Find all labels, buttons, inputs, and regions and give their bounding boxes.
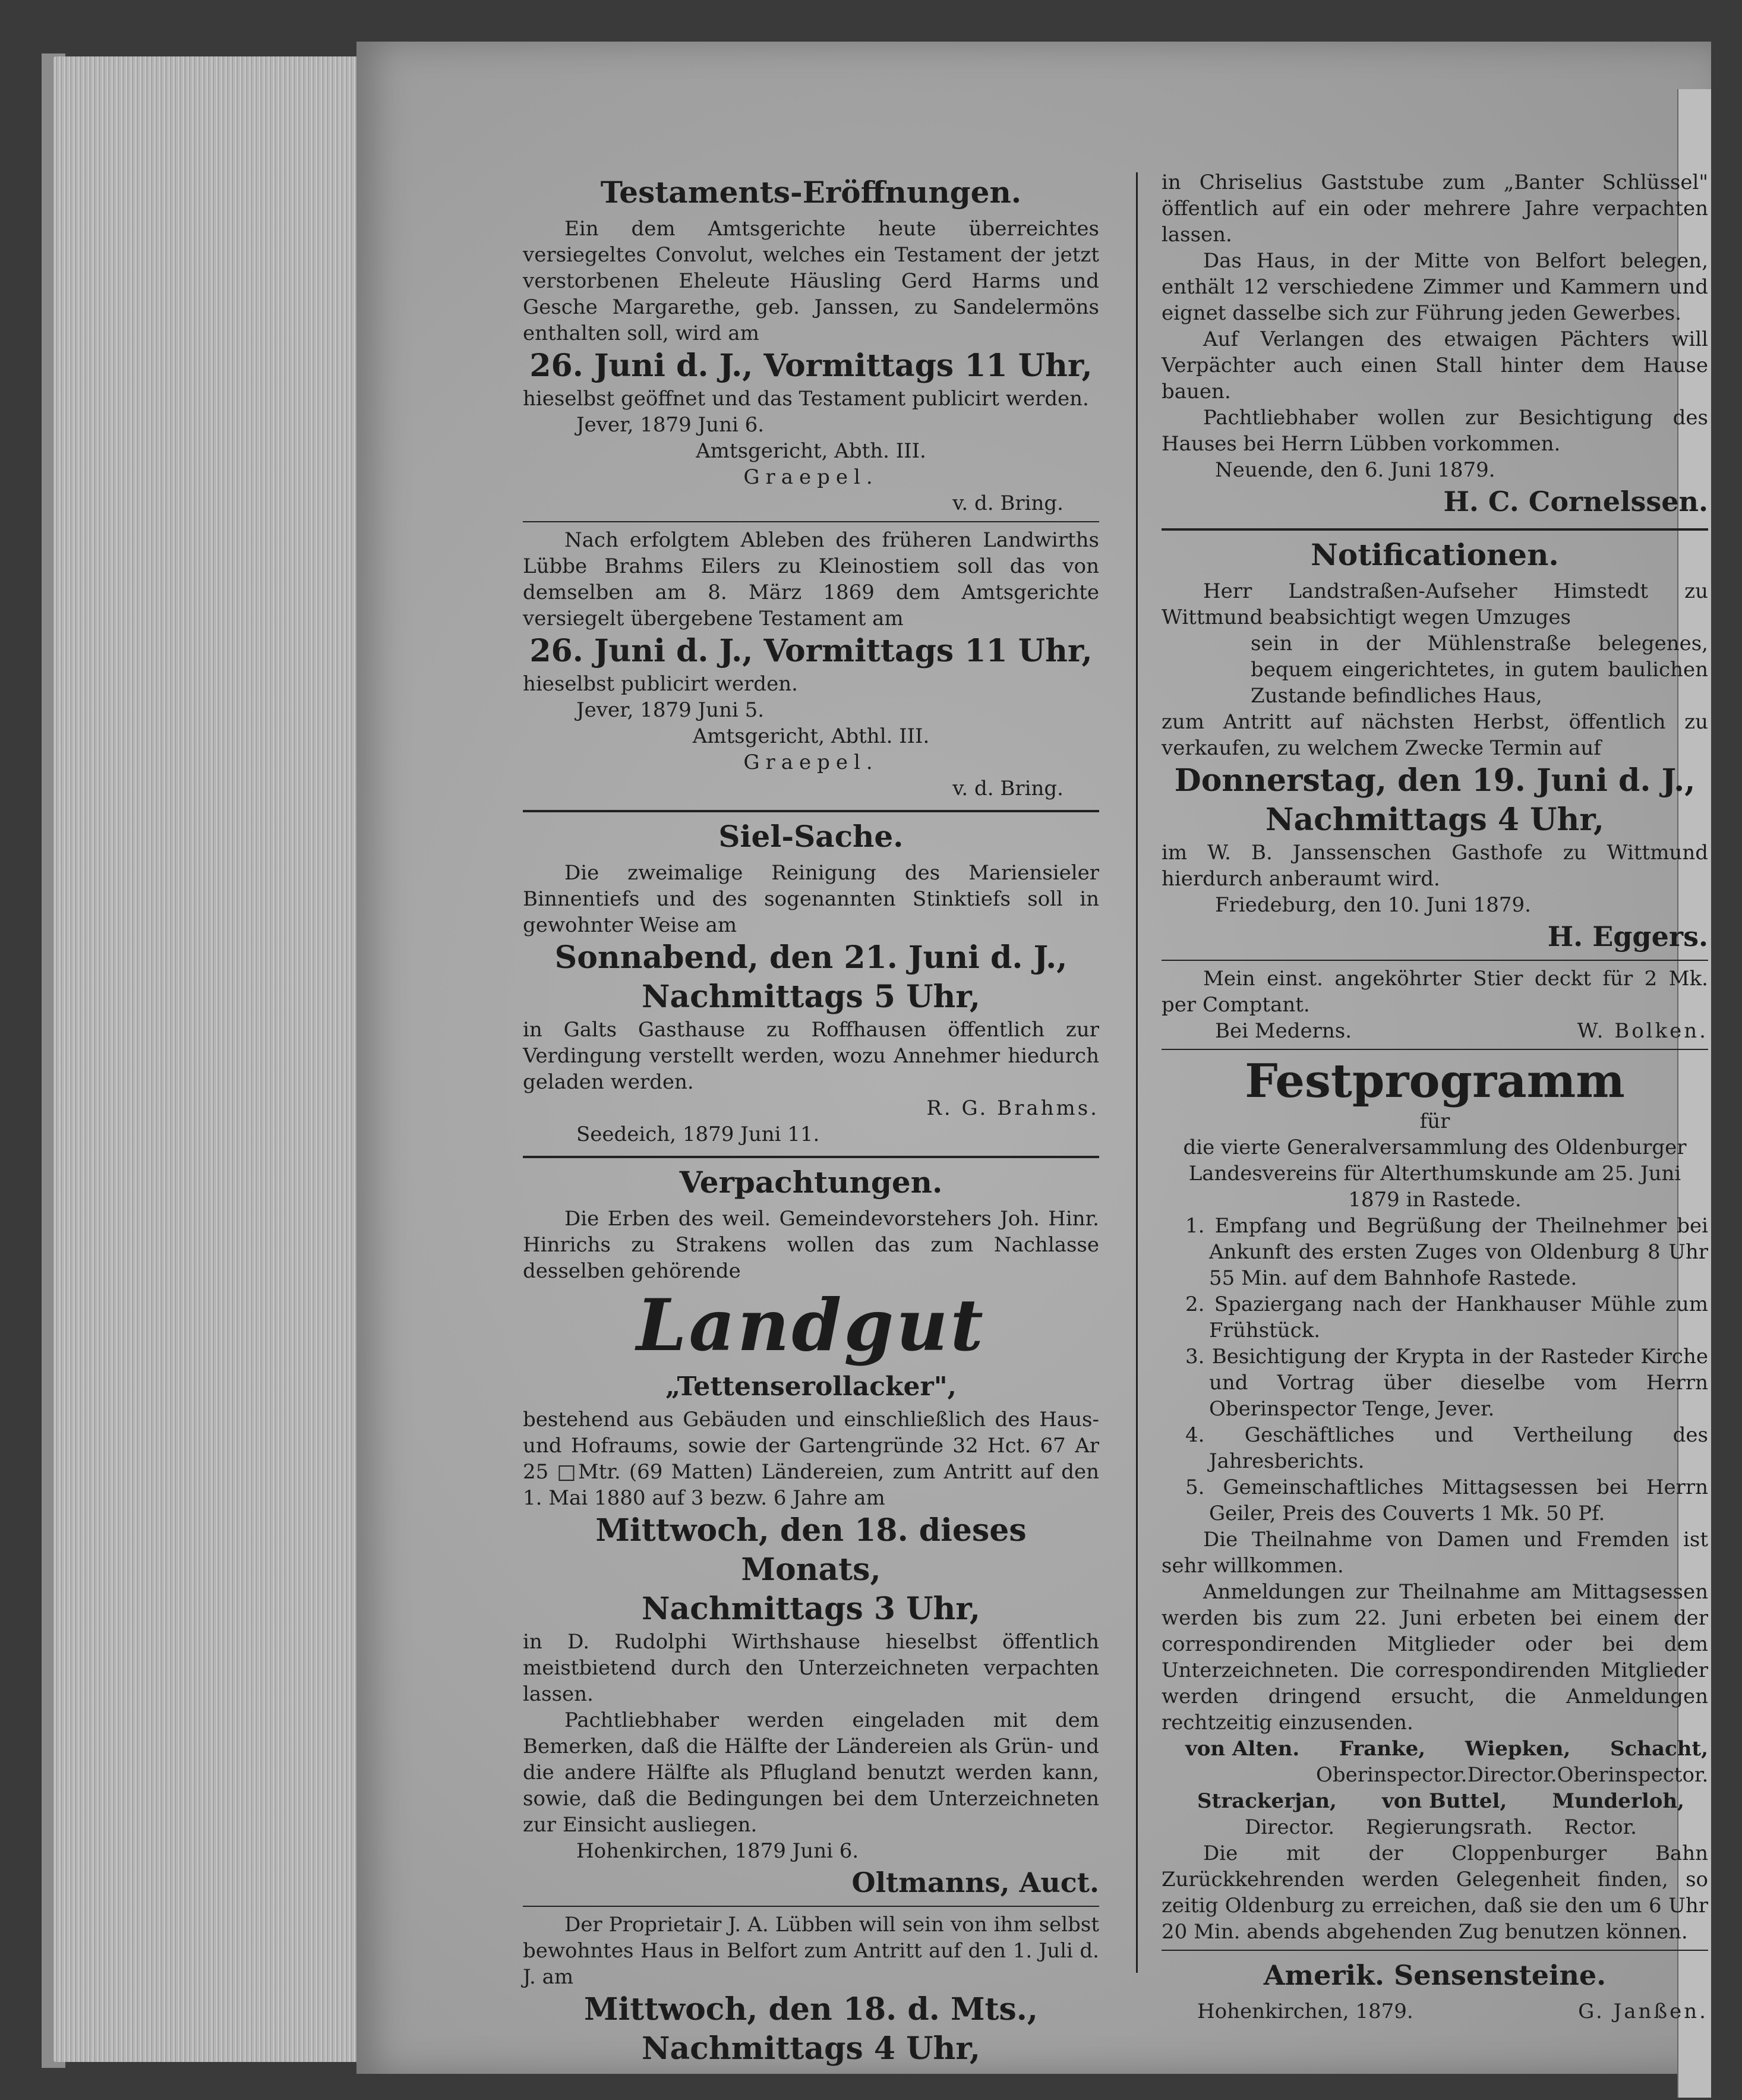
fest-note3: Die mit der Cloppenburger Bahn Zurückkehrenden werden Gelegenheit finden, so zeitig Oldenburg zu erreichen, daß sie den um 6 Uhr 20 Min. abends abgehenden Zug benutzen können. bbox=[1162, 1842, 1708, 1944]
notif-body2: sein in der Mühlenstraße belegenes, bequem eingerichtetes, in gutem baulichen Zustande befindliches Haus, bbox=[1251, 632, 1708, 708]
fest-name: Munderloh, bbox=[1552, 1789, 1684, 1813]
fest-title: Director. bbox=[1467, 1763, 1557, 1787]
fest-fuer: für bbox=[1419, 1109, 1450, 1133]
stier-footer bbox=[1162, 1018, 1708, 1044]
testament1-date: 26. Juni d. J., Vormittags 11 Uhr, bbox=[529, 348, 1093, 384]
siel-place: Seedeich, 1879 Juni 11. bbox=[576, 1122, 820, 1146]
proprietair-date-time: Nachmittags 4 Uhr, bbox=[641, 2030, 981, 2067]
testament-heading: Testaments-Eröffnungen. bbox=[600, 175, 1022, 210]
testament2-tail: hieselbst publicirt werden. bbox=[523, 672, 798, 696]
sensen-footer bbox=[1162, 1998, 1708, 2025]
divider bbox=[1162, 528, 1708, 531]
pacht-date-day: Mittwoch, den 18. dieses Monats, bbox=[595, 1512, 1027, 1588]
fest-note1: Die Theilnahme von Damen und Fremden ist sehr willkommen. bbox=[1162, 1528, 1708, 1578]
testament1-tail: hieselbst geöffnet und das Testament publicirt werden. bbox=[523, 387, 1089, 411]
cont-body: in Chriselius Gaststube zum „Banter Schlüssel" öffentlich auf ein oder mehrere Jahre verpachten lassen. bbox=[1162, 171, 1708, 247]
testament2-court: Amtsgericht, Abthl. III. bbox=[692, 724, 930, 748]
notif-tail: im W. B. Janssenschen Gasthofe zu Wittmund hierdurch anberaumt wird. bbox=[1162, 841, 1708, 891]
stier-place: Bei Mederns. bbox=[1215, 1019, 1352, 1043]
left-column bbox=[523, 169, 1099, 2069]
fest-name: Franke, bbox=[1339, 1737, 1426, 1761]
landgut-title: Landgut bbox=[636, 1284, 986, 1367]
notif-place: Friedeburg, den 10. Juni 1879. bbox=[1215, 893, 1531, 917]
notif-body3: zum Antritt auf nächsten Herbst, öffentlich zu verkaufen, zu welchem Zwecke Termin auf bbox=[1162, 710, 1708, 760]
fest-name: von Alten. bbox=[1185, 1737, 1300, 1761]
fest-title: Rector. bbox=[1564, 1815, 1637, 1839]
testament2-place: Jever, 1879 Juni 5. bbox=[576, 698, 765, 722]
testament1-place: Jever, 1879 Juni 6. bbox=[576, 413, 765, 437]
fest-program-list bbox=[1162, 1213, 1708, 1527]
fest-titles-row1 bbox=[1162, 1762, 1708, 1788]
fest-item: 1. Empfang und Begrüßung der Theilnehmer bei Ankunft des ersten Zuges von Oldenburg 8 Uhr 55 Min. auf dem Bahnhofe Rastede. bbox=[1185, 1214, 1708, 1290]
siel-date-time: Nachmittags 5 Uhr, bbox=[641, 979, 981, 1015]
column-divider bbox=[1136, 172, 1138, 1973]
pacht-sign: Oltmanns, Auct. bbox=[851, 1866, 1099, 1899]
fest-item: 3. Besichtigung der Krypta in der Rasteder Kirche und Vortrag über dieselbe vom Herrn Oberinspector Tenge, Jever. bbox=[1185, 1345, 1708, 1421]
sensen-place: Hohenkirchen, 1879. bbox=[1197, 2000, 1413, 2023]
fest-title: Regierungsrath. bbox=[1366, 1815, 1533, 1839]
fest-note2: Anmeldungen zur Theilnahme am Mittagsessen werden bis zum 22. Juni erbeten bei einem der correspondirenden Mitglieder oder bei dem Unterzeichneten. Die correspondirenden Mitglieder werden dringend ersucht, die Anmeldungen rechtzeitig einzusenden. bbox=[1162, 1580, 1708, 1735]
cont-house: Das Haus, in der Mitte von Belfort belegen, enthält 12 verschiedene Zimmer und Kammern und eignet dasselbe sich zur Führung jeden Gewerbes. bbox=[1162, 249, 1708, 325]
fest-names-row1 bbox=[1162, 1736, 1708, 1762]
fest-title: Director. bbox=[1245, 1815, 1335, 1839]
fest-name: Strackerjan, bbox=[1197, 1789, 1337, 1813]
fest-title: Oberinspector. bbox=[1557, 1763, 1709, 1787]
fest-title: Oberinspector. bbox=[1316, 1763, 1468, 1787]
fest-item: 5. Gemeinschaftliches Mittagsessen bei Herrn Geiler, Preis des Couverts 1 Mk. 50 Pf. bbox=[1185, 1475, 1708, 1525]
fest-name: Schacht, bbox=[1610, 1737, 1708, 1761]
notif-sign: H. Eggers. bbox=[1547, 920, 1708, 953]
testament2-date: 26. Juni d. J., Vormittags 11 Uhr, bbox=[529, 633, 1093, 669]
notif-body1: Herr Landstraßen-Aufseher Himstedt zu Wittmund beabsichtigt wegen Umzuges bbox=[1162, 579, 1708, 629]
testament1-body: Ein dem Amtsgerichte heute überreichtes versiegeltes Convolut, welches ein Testament der jetzt verstorbenen Eheleute Häusling Gerd Harms und Gesche Margarethe, geb. Janssen, zu Sandelermöns enthalten soll, wird am bbox=[523, 217, 1099, 345]
fest-titles-row2 bbox=[1162, 1814, 1708, 1840]
right-column bbox=[1162, 169, 1708, 2025]
fest-intro: die vierte Generalversammlung des Oldenburger Landesvereins für Alterthumskunde am 25. Juni 1879 in Rastede. bbox=[1183, 1136, 1687, 1212]
pacht-date-time: Nachmittags 3 Uhr, bbox=[641, 1591, 981, 1627]
divider bbox=[523, 521, 1099, 522]
divider bbox=[1162, 960, 1708, 961]
divider bbox=[1162, 1950, 1708, 1951]
fest-name: von Buttel, bbox=[1382, 1789, 1507, 1813]
cont-sign: H. C. Cornelssen. bbox=[1443, 485, 1708, 518]
testament1-judge: Graepel. bbox=[743, 465, 879, 489]
fest-heading: Festprogramm bbox=[1245, 1054, 1625, 1108]
pacht-heading: Verpachtungen. bbox=[679, 1165, 943, 1200]
cont-stall: Auf Verlangen des etwaigen Pächters will Verpächter auch einen Stall hinter dem Hause bauen. bbox=[1162, 327, 1708, 403]
testament1-clerk: v. d. Bring. bbox=[952, 491, 1063, 515]
divider bbox=[1162, 1049, 1708, 1050]
fest-item: 2. Spaziergang nach der Hankhauser Mühle zum Frühstück. bbox=[1185, 1292, 1708, 1342]
sensen-heading: Amerik. Sensensteine. bbox=[1263, 1959, 1607, 1991]
notif-date-time: Nachmittags 4 Uhr, bbox=[1265, 802, 1605, 838]
testament2-judge: Graepel. bbox=[743, 751, 879, 774]
cont-view: Pachtliebhaber wollen zur Besichtigung des Hauses bei Herrn Lübben vorkommen. bbox=[1162, 406, 1708, 456]
testament2-body: Nach erfolgtem Ableben des früheren Landwirths Lübbe Brahms Eilers zu Kleinostiem soll das von demselben am 8. März 1869 dem Amtsgerichte versiegelt übergebene Testament am bbox=[523, 528, 1099, 630]
siel-date-day: Sonnabend, den 21. Juni d. J., bbox=[554, 939, 1068, 976]
stier-sign: W. Bolken. bbox=[1577, 1019, 1708, 1043]
proprietair-date-day: Mittwoch, den 18. d. Mts., bbox=[583, 1991, 1039, 2028]
book-page-edges bbox=[53, 56, 386, 2062]
notif-date-day: Donnerstag, den 19. Juni d. J., bbox=[1174, 762, 1696, 799]
sensen-sign: G. Janßen. bbox=[1578, 2000, 1708, 2023]
testament2-clerk: v. d. Bring. bbox=[952, 777, 1063, 800]
landgut-name: „Tettenserollacker", bbox=[665, 1371, 957, 1402]
stier-body: Mein einst. angeköhrter Stier deckt für 2 Mk. per Comptant. bbox=[1162, 967, 1708, 1017]
notif-heading: Notificationen. bbox=[1311, 537, 1559, 572]
fest-name: Wiepken, bbox=[1465, 1737, 1571, 1761]
siel-heading: Siel-Sache. bbox=[718, 819, 904, 854]
pacht-body2: bestehend aus Gebäuden und einschließlich des Haus- und Hofraums, sowie der Gartengründe 32 Hct. 67 Ar 25 □Mtr. (69 Matten) Ländereien, zum Antritt auf den 1. Mai 1880 auf 3 bezw. 6 Jahre am bbox=[523, 1408, 1099, 1510]
pacht-note: Pachtliebhaber werden eingeladen mit dem Bemerken, daß die Hälfte der Ländereien als Grün- und die andere Hälfte als Pflugland benutzt werden kann, sowie, daß die Bedingungen bei dem Unterzeichneten zur Einsicht ausliegen. bbox=[523, 1708, 1099, 1837]
proprietair-body: Der Proprietair J. A. Lübben will sein von ihm selbst bewohntes Haus in Belfort zum Antritt auf den 1. Juli d. J. am bbox=[523, 1913, 1099, 1989]
siel-tail: in Galts Gasthause zu Roffhausen öffentlich zur Verdingung verstellt werden, wozu Annehmer hiedurch geladen werden. bbox=[523, 1018, 1099, 1094]
siel-body: Die zweimalige Reinigung des Mariensieler Binnentiefs und des sogenannten Stinktiefs soll in gewohnter Weise am bbox=[523, 861, 1099, 937]
fest-names-row2 bbox=[1162, 1788, 1708, 1814]
divider bbox=[523, 1156, 1099, 1158]
pacht-body: Die Erben des weil. Gemeindevorstehers Joh. Hinr. Hinrichs zu Strakens wollen das zum Nachlasse desselben gehörende bbox=[523, 1207, 1099, 1283]
pacht-tail: in D. Rudolphi Wirthshause hieselbst öffentlich meistbietend durch den Unterzeichneten verpachten lassen. bbox=[523, 1630, 1099, 1706]
siel-sign: R. G. Brahms. bbox=[926, 1096, 1099, 1120]
cont-place: Neuende, den 6. Juni 1879. bbox=[1215, 458, 1495, 482]
fest-item: 4. Geschäftliches und Vertheilung des Jahresberichts. bbox=[1185, 1423, 1708, 1473]
divider bbox=[523, 810, 1099, 812]
pacht-place: Hohenkirchen, 1879 Juni 6. bbox=[576, 1839, 859, 1863]
divider bbox=[523, 1906, 1099, 1907]
testament1-court: Amtsgericht, Abth. III. bbox=[696, 439, 926, 463]
